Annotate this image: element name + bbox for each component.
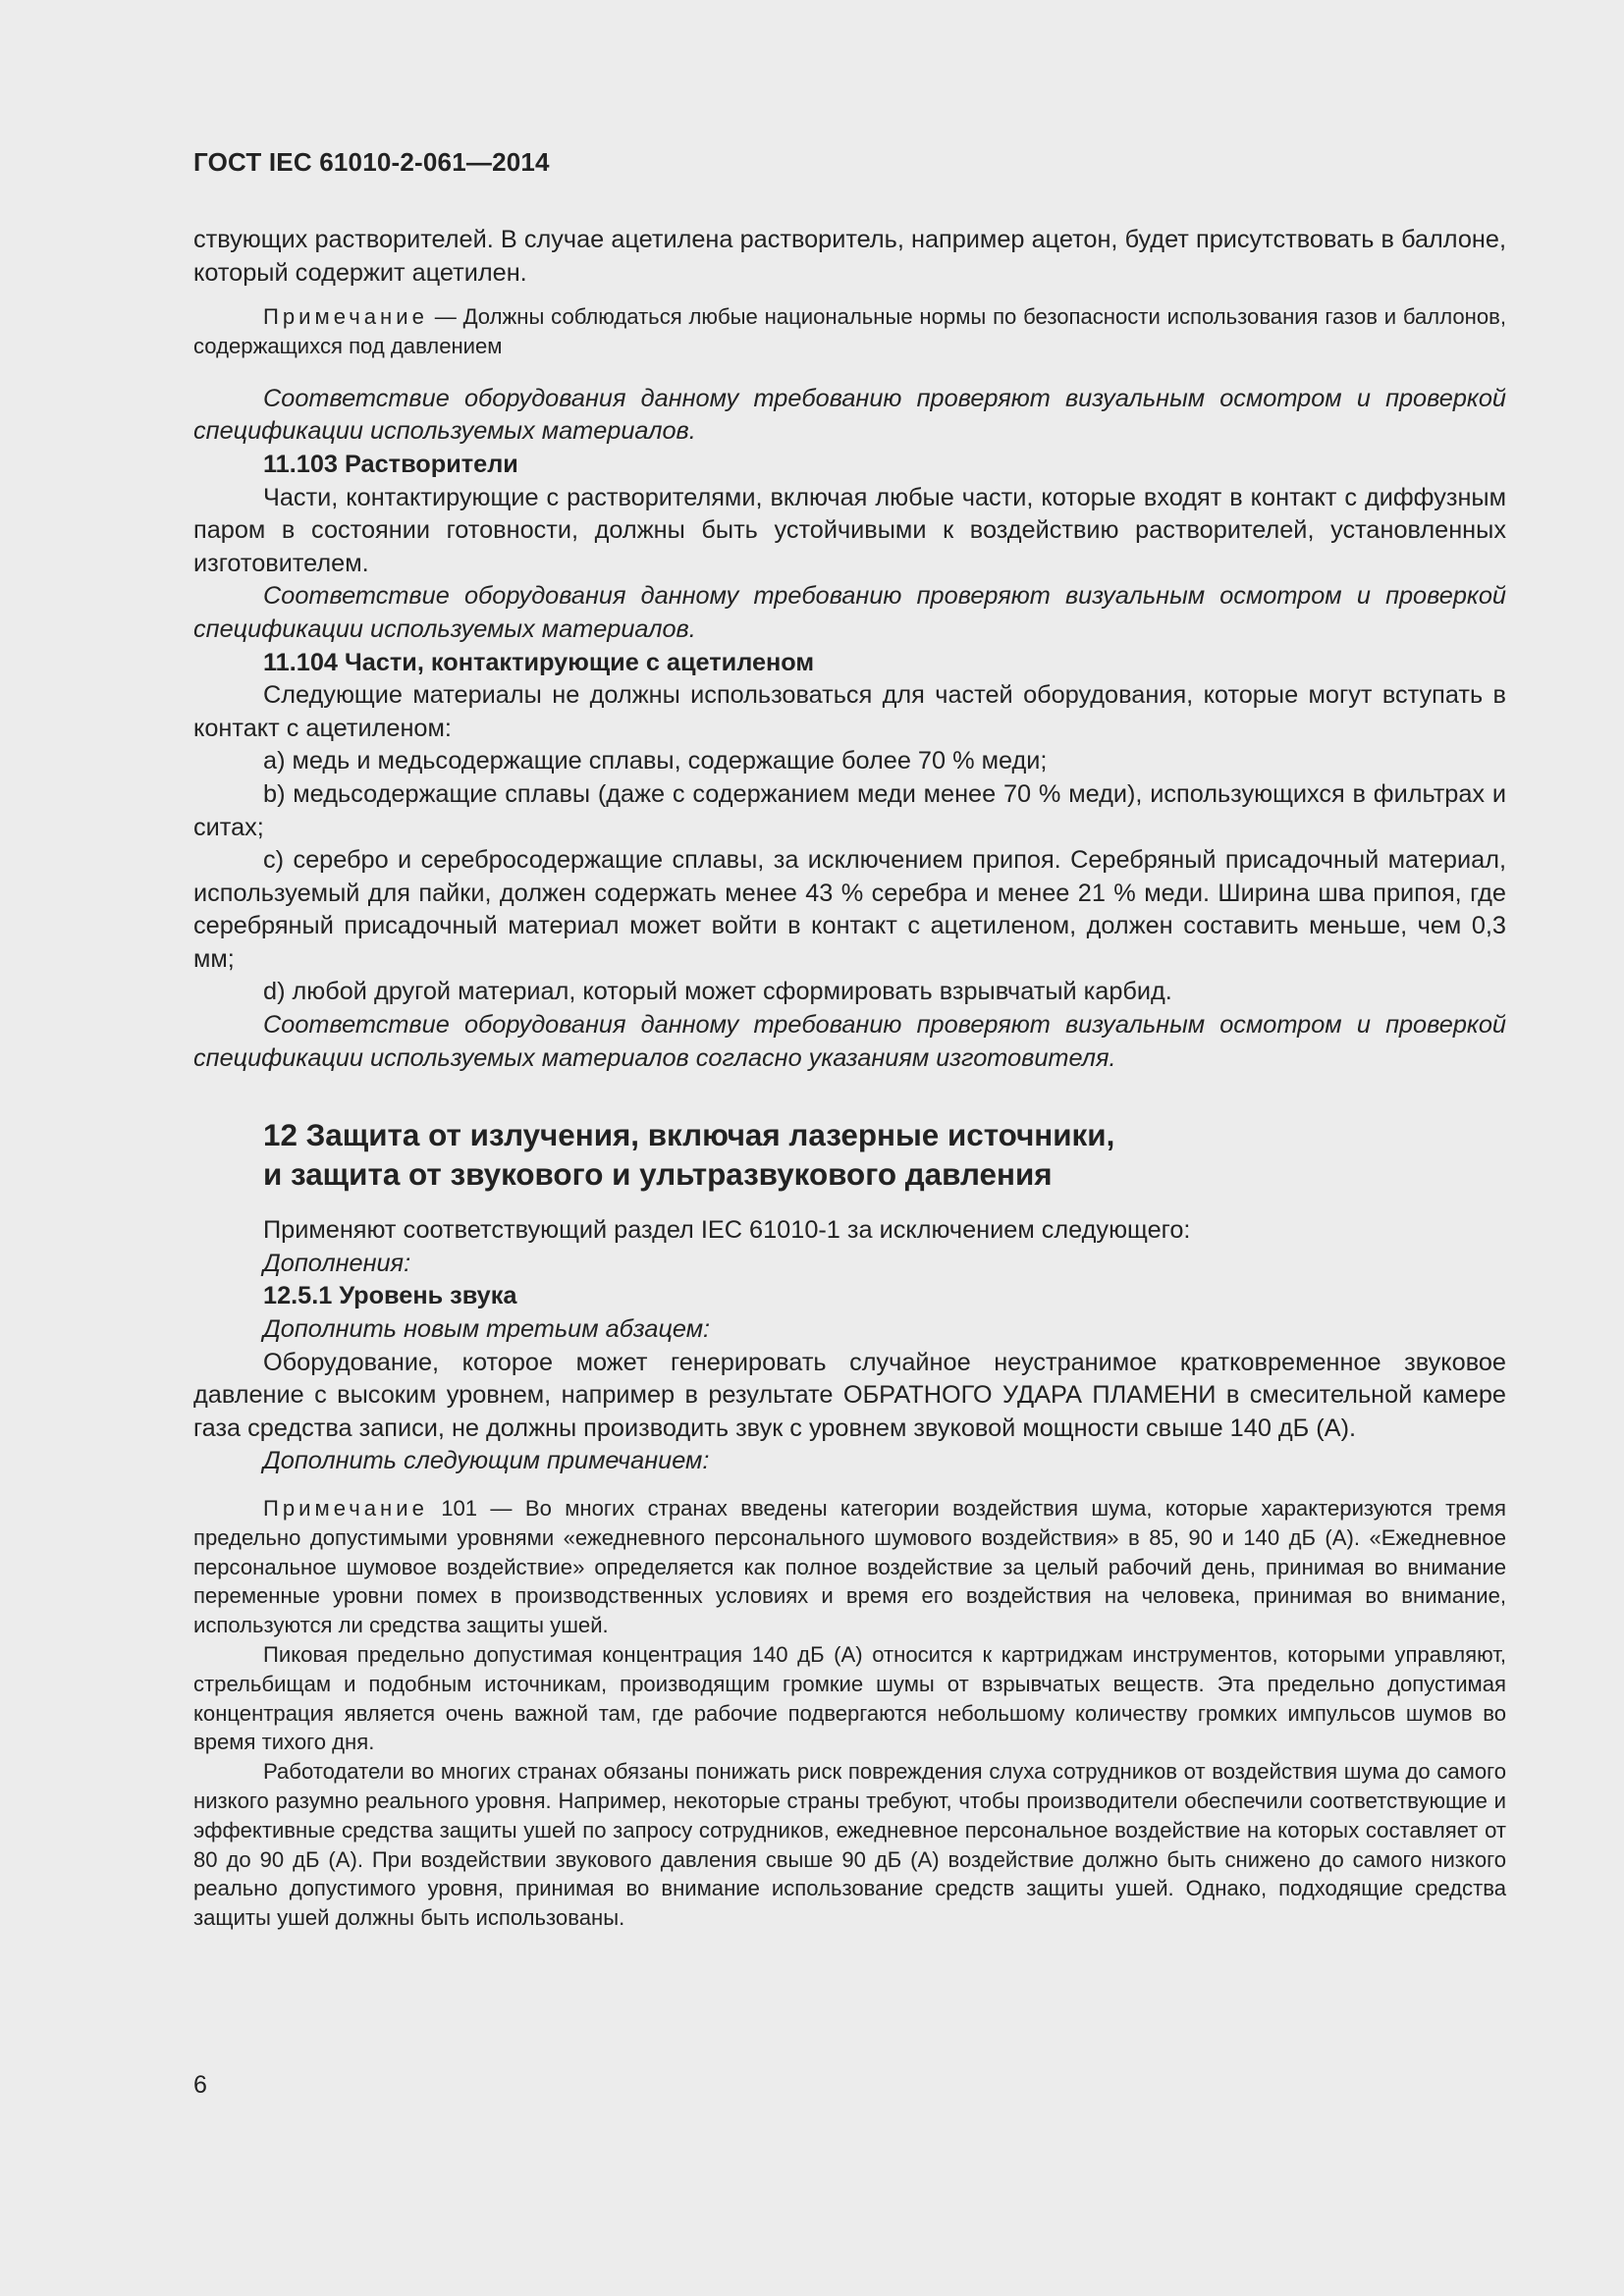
add-note-instruction: Дополнить следующим примечанием: xyxy=(263,1447,710,1475)
section-heading-12-line-2: и защита от звукового и ультразвукового давления xyxy=(263,1157,1053,1193)
page-number: 6 xyxy=(193,2071,207,2099)
note-label: Примечание xyxy=(263,1496,428,1521)
applies-paragraph: Применяют соответствующий раздел IEC 61010-1 за исключением следующего: xyxy=(263,1216,1191,1245)
note-101-paragraph-3: Работодатели во многих странах обязаны понижать риск повреждения слуха сотрудников от воздействия шума до самого низкого разумно реального уровня. Например, некоторые страны требуют, чтобы производители обеспечили соответствующие и эффективные средства защиты ушей по запросу сотрудников, ежедневное персональное воздействие на которых составляет от 80 до 90 дБ (А). При воздействии звукового давления свыше 90 дБ (А) воздействие должно быть снижено до самого низкого реально допустимого уровня, принимая во внимание использование средств защиты ушей. Однако, подходящие средства защиты ушей должны быть использованы. xyxy=(193,1759,1506,1931)
section-text-11-103: Части, контактирующие с растворителями, включая любые части, которые входят в контакт с диффузным паром в состоянии готовности, должны быть устойчивыми к воздействию растворителей, установленных изготовителем. xyxy=(193,483,1506,577)
note-label: Примечание xyxy=(263,304,428,330)
section-heading-12-5-1: 12.5.1 Уровень звука xyxy=(263,1282,517,1310)
document-body xyxy=(193,224,1506,1933)
additions-label: Дополнения: xyxy=(263,1249,411,1277)
compliance-paragraph-1: Соответствие оборудования данному требованию проверяют визуальным осмотром и проверкой спецификации используемых материалов. xyxy=(193,384,1506,446)
compliance-paragraph-11-104: Соответствие оборудования данному требованию проверяют визуальным осмотром и проверкой спецификации используемых материалов согласно указаниям изготовителя. xyxy=(193,1011,1506,1072)
compliance-paragraph-11-103: Соответствие оборудования данному требованию проверяют визуальным осмотром и проверкой спецификации используемых материалов. xyxy=(193,582,1506,643)
paragraph-continuation: ствующих растворителей. В случае ацетилена растворитель, например ацетон, будет присутствовать в баллоне, который содержит ацетилен. xyxy=(193,226,1506,287)
list-item: a) медь и медьсодержащие сплавы, содержащие более 70 % меди; xyxy=(263,747,1048,775)
document-header: ГОСТ IEC 61010-2-061—2014 xyxy=(193,147,550,177)
section-heading-11-103: 11.103 Растворители xyxy=(263,450,518,478)
list-item: b) медьсодержащие сплавы (даже с содержанием меди менее 70 % меди), использующихся в фильтрах и ситах; xyxy=(193,779,1506,841)
list-item: d) любой другой материал, который может сформировать взрывчатый карбид. xyxy=(263,978,1172,1006)
section-text-12-5-1: Оборудование, которое может генерировать случайное неустранимое кратковременное звуковое давление с высоким уровнем, например в результате ОБРАТНОГО УДАРА ПЛАМЕНИ в смесительной камере газа средства записи, не должны производить звук с уровнем звуковой мощности свыше 140 дБ (А). xyxy=(193,1348,1506,1442)
note-text: — Должны соблюдаться любые национальные нормы по безопасности использования газов и баллонов, содержащихся под давлением xyxy=(193,304,1506,358)
add-paragraph-instruction: Дополнить новым третьим абзацем: xyxy=(263,1315,711,1344)
note-101-paragraph-2: Пиковая предельно допустимая концентрация 140 дБ (А) относится к картриджам инструментов, которыми управляют, стрельбищам и подобным источникам, производящим громкие шумы от взрывчатых веществ. Эта предельно допустимая концентрация является очень важной там, где рабочие подвергаются небольшому количеству громких импульсов шумов во время тихого дня. xyxy=(193,1641,1506,1755)
section-heading-11-104: 11.104 Части, контактирующие с ацетиленом xyxy=(263,648,815,676)
section-heading-12-line-1: 12 Защита от излучения, включая лазерные источники, xyxy=(263,1118,1115,1153)
section-intro-11-104: Следующие материалы не должны использоваться для частей оборудования, которые могут вступать в контакт с ацетиленом: xyxy=(193,681,1506,742)
note-101 xyxy=(193,1494,1506,1640)
note-1 xyxy=(193,302,1506,361)
section-heading-12 xyxy=(193,1116,1506,1195)
list-item: c) серебро и серебросодержащие сплавы, за исключением припоя. Серебряный присадочный материал, используемый для пайки, должен содержать менее 43 % серебра и менее 21 % меди. Ширина шва припоя, где серебряный присадочный материал может войти в контакт с ацетиленом, должен составить меньше, чем 0,3 мм; xyxy=(193,846,1506,973)
note-text: 101 — Во многих странах введены категории воздействия шума, которые характеризуются тремя предельно допустимыми уровнями «ежедневного персонального шумового воздействия» в 85, 90 и 140 дБ (А). «Ежедневное персональное шумовое воздействие» определяется как полное воздействие за целый рабочий день, принимая во внимание переменные уровни помех в производственных условиях и время его воздействия на человека, принимая во внимание, используются ли средства защиты ушей. xyxy=(193,1496,1506,1638)
